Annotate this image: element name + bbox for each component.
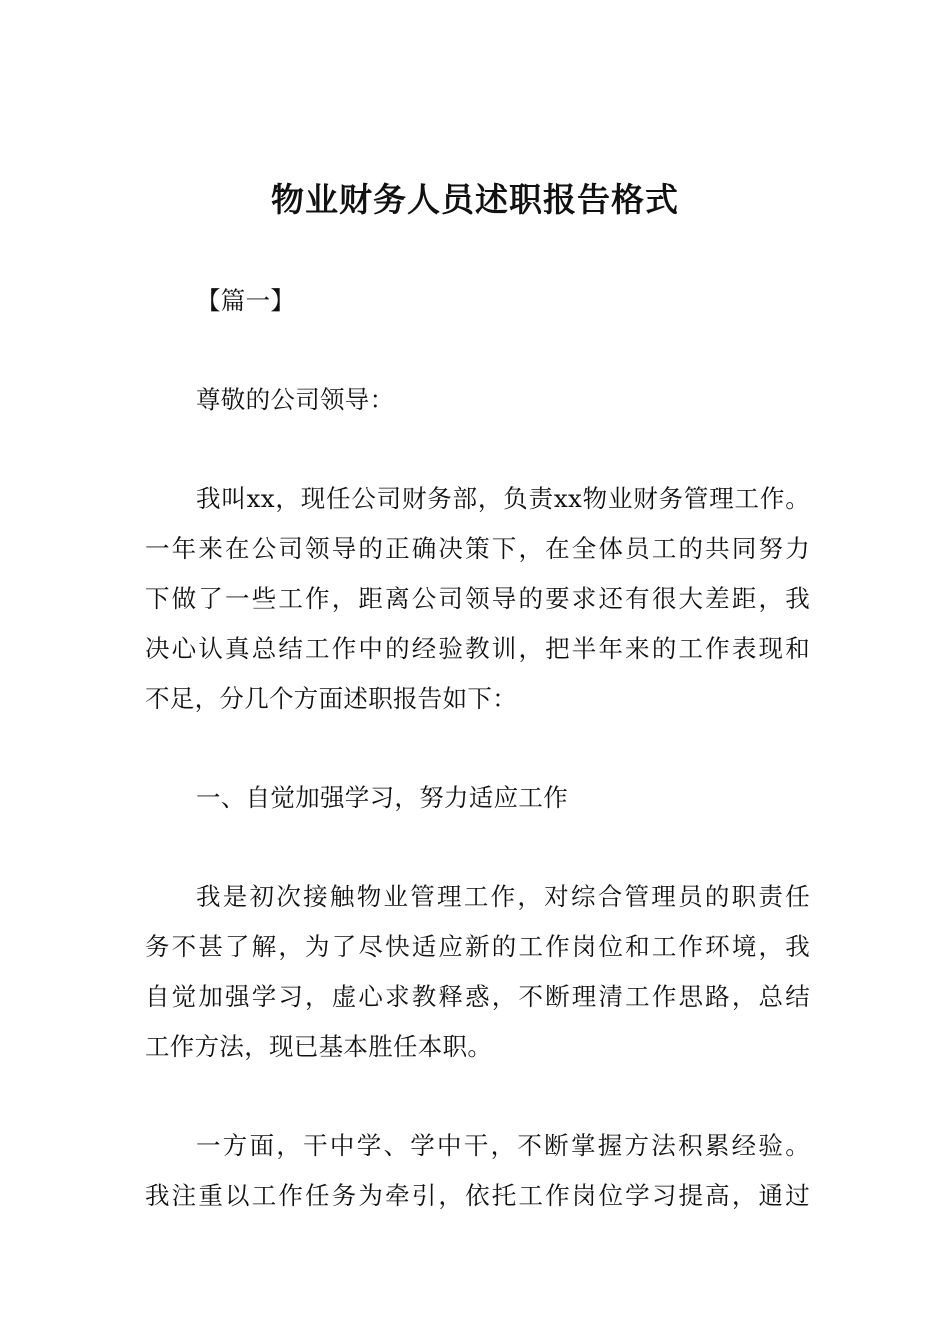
salutation: 尊敬的公司领导： [196,385,395,414]
paragraph-line: 我是初次接触物业管理工作，对综合管理员的职责任 [196,882,810,911]
paragraph-line: 一年来在公司领导的正确决策下，在全体员工的共同努力 [145,534,810,563]
paragraph-line: 工作方法，现已基本胜任本职。 [145,1032,493,1061]
paragraph-line: 一方面，干中学、学中干，不断掌握方法积累经验。 [196,1131,810,1160]
document-title: 物业财务人员述职报告格式 [271,180,679,219]
section-heading: 一、自觉加强学习，努力适应工作 [196,783,568,812]
paragraph-line: 务不甚了解，为了尽快适应新的工作岗位和工作环境，我 [145,932,810,961]
paragraph-line: 我注重以工作任务为牵引，依托工作岗位学习提高，通过 [145,1181,810,1210]
paragraph-line: 我叫xx，现任公司财务部，负责xx物业财务管理工作。 [196,484,810,513]
section-label: 【篇一】 [196,286,296,315]
paragraph-line: 自觉加强学习，虚心求教释惑，不断理清工作思路，总结 [145,982,810,1011]
paragraph-line: 下做了一些工作，距离公司领导的要求还有很大差距，我 [145,584,810,613]
paragraph-line: 决心认真总结工作中的经验教训，把半年来的工作表现和 [145,634,810,663]
paragraph-line: 不足，分几个方面述职报告如下： [145,684,517,713]
